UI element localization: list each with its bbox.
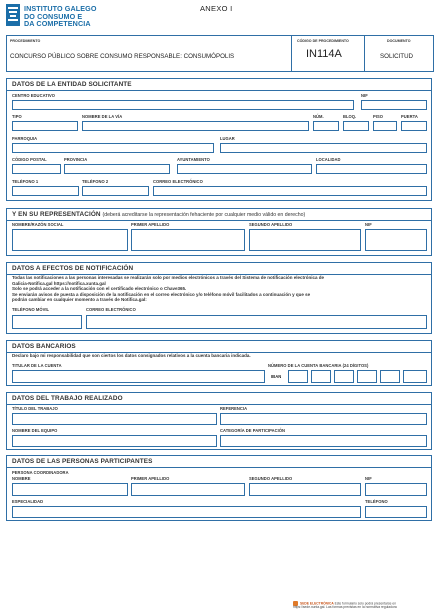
tipo-input[interactable] — [12, 121, 78, 131]
ayuntamiento-label: AYUNTAMIENTO — [177, 157, 210, 162]
entity-section — [6, 78, 432, 201]
rep-apellido1-label: PRIMER APELLIDO — [131, 222, 170, 227]
bank-declaration: Declaro bajo mi responsabilidad que son ciertos los datos consignados relativos a la cuenta bancaria indicada. — [12, 353, 251, 358]
representation-section-title — [12, 211, 305, 218]
iban-country-input[interactable] — [288, 370, 308, 383]
part-nif-label: NIF — [365, 476, 372, 481]
puerta-input[interactable] — [401, 121, 427, 131]
org-logo — [6, 4, 156, 30]
representation-note: (deberá acreditarse la representación fehaciente por cualquier medio válido en derecho) — [102, 212, 306, 218]
org-name-line-3: DA COMPETENCIA — [24, 19, 91, 29]
notification-section — [6, 262, 432, 334]
rep-nombre-input[interactable] — [12, 229, 128, 251]
procedure-label: PROCEDIMIENTO — [10, 39, 41, 43]
telefono2-input[interactable] — [82, 186, 149, 196]
part-telefono-label: TELÉFONO — [365, 499, 388, 504]
notification-text-4: Se enviarán avisos de puesta a disposición de la notificación en el correo electrónico y/o teléfono móvil facilitados a continuación y que se — [12, 291, 311, 297]
rep-nombre-label: NOMBRE/RAZÓN SOCIAL — [12, 222, 64, 227]
participants-section — [6, 455, 432, 521]
num-label: NÚM. — [313, 114, 324, 119]
notification-text-5: podrán cambiar en cualquier momento a través de Notifica.gal: — [12, 297, 147, 302]
centro-input[interactable] — [12, 100, 354, 110]
movil-input[interactable] — [12, 315, 82, 329]
part-apellido1-input[interactable] — [131, 483, 245, 496]
titulo-input[interactable] — [12, 413, 217, 425]
tipo-label: TIPO — [12, 114, 22, 119]
part-nif-input[interactable] — [365, 483, 427, 496]
notification-text-2: Galicia-Notifica.gal https://notifica.xunta.gal — [12, 280, 106, 286]
titulo-label: TÍTULO DEL TRABAJO — [12, 406, 58, 411]
iban-label: IBAN — [271, 374, 282, 379]
rep-apellido2-input[interactable] — [249, 229, 361, 251]
part-nombre-input[interactable] — [12, 483, 128, 496]
movil-label: TELÉFONO MÓVIL — [12, 307, 50, 312]
participants-section-title: DATOS DE LAS PERSONAS PARTICIPANTES — [12, 458, 153, 465]
part-apellido1-label: PRIMER APELLIDO — [131, 476, 170, 481]
lugar-label: LUGAR — [220, 136, 235, 141]
cp-label: CÓDIGO POSTAL — [12, 157, 47, 162]
equipo-input[interactable] — [12, 435, 217, 447]
referencia-input[interactable] — [220, 413, 427, 425]
num-input[interactable] — [313, 121, 339, 131]
telefono1-input[interactable] — [12, 186, 79, 196]
entity-nif-label: NIF — [361, 93, 368, 98]
piso-label: PISO — [373, 114, 383, 119]
via-input[interactable] — [82, 121, 309, 131]
notif-email-input[interactable] — [86, 315, 427, 329]
puerta-label: PUERTA — [401, 114, 418, 119]
localidad-input[interactable] — [316, 164, 427, 174]
procedure-name: CONCURSO PÚBLICO SOBRE CONSUMO RESPONSABLE: CONSUMÓPOLIS — [10, 53, 235, 60]
code-cell — [292, 36, 365, 71]
footer-line-2: https://sede.xunta.gal. Las formas previstas en la normativa reguladora — [293, 605, 397, 610]
iban-office-input[interactable] — [334, 370, 354, 383]
notif-email-label: CORREO ELECTRÓNICO — [86, 307, 136, 312]
lugar-input[interactable] — [220, 143, 427, 153]
cp-input[interactable] — [12, 164, 61, 174]
document-cell — [365, 36, 433, 71]
part-telefono-input[interactable] — [365, 506, 427, 518]
iban-account-2-input[interactable] — [403, 370, 427, 383]
entity-email-input[interactable] — [153, 186, 427, 196]
notification-text-1: Todas las notificaciones a las personas interesadas se realizarán solo por medios electrónicos a través del Sistema de notificación electrónica de — [12, 275, 325, 280]
entity-nif-input[interactable] — [361, 100, 427, 110]
titular-input[interactable] — [12, 370, 265, 383]
notification-section-title: DATOS A EFECTOS DE NOTIFICACIÓN — [12, 265, 134, 272]
entity-email-label: CORREO ELECTRÓNICO — [153, 179, 203, 184]
footer-note — [293, 601, 433, 610]
bank-section-title: DATOS BANCARIOS — [12, 343, 76, 350]
procedure-cell — [7, 36, 292, 71]
rep-nif-input[interactable] — [365, 229, 427, 251]
bloq-input[interactable] — [343, 121, 369, 131]
especialidad-label: ESPECIALIDAD — [12, 499, 44, 504]
entity-section-title: DATOS DE LA ENTIDAD SOLICITANTE — [12, 81, 132, 88]
provincia-input[interactable] — [64, 164, 170, 174]
equipo-label: NOMBRE DEL EQUIPO — [12, 428, 58, 433]
footer-line-1: Este formulario solo podrá presentarse en — [334, 601, 397, 606]
categoria-input[interactable] — [220, 435, 427, 447]
piso-input[interactable] — [373, 121, 397, 131]
work-section — [6, 392, 432, 450]
representation-title-text: Y EN SU REPRESENTACIÓN — [12, 211, 101, 218]
bloq-label: BLOQ. — [343, 114, 357, 119]
org-name-line-2: DO CONSUMO E — [24, 11, 83, 21]
categoria-label: CATEGORÍA DE PARTICIPACIÓN — [220, 428, 286, 433]
parroquia-input[interactable] — [12, 143, 214, 153]
notification-text-3: Solo se podrá acceder a la notificación con el certificado electrónico o Chave365. — [12, 286, 187, 291]
telefono1-label: TELÉFONO 1 — [12, 179, 39, 184]
referencia-label: REFERENCIA — [220, 406, 248, 411]
code-value: IN114A — [306, 48, 342, 60]
rep-nif-label: NIF — [365, 222, 372, 227]
galicia-shield-icon — [6, 4, 20, 26]
annex-label: ANEXO I — [200, 4, 233, 13]
telefono2-label: TELÉFONO 2 — [82, 179, 109, 184]
part-apellido2-label: SEGUNDO APELLIDO — [249, 476, 293, 481]
bank-section — [6, 340, 432, 386]
rep-apellido2-label: SEGUNDO APELLIDO — [249, 222, 293, 227]
document-label: DOCUMENTO — [387, 39, 411, 43]
especialidad-input[interactable] — [12, 506, 361, 518]
footer-brand: SEDE ELECTRÓNICA — [300, 601, 334, 606]
titular-label: TITULAR DE LA CUENTA — [12, 363, 62, 368]
part-apellido2-input[interactable] — [249, 483, 361, 496]
part-nombre-label: NOMBRE — [12, 476, 31, 481]
centro-label: CENTRO EDUCATIVO — [12, 93, 56, 98]
iban-entity-input[interactable] — [311, 370, 331, 383]
iban-dc-input[interactable] — [357, 370, 377, 383]
procedure-header — [6, 35, 434, 72]
document-value: SOLICITUD — [380, 53, 414, 60]
coordinadora-label: PERSONA COORDINADORA — [12, 470, 69, 475]
ayuntamiento-input[interactable] — [177, 164, 312, 174]
parroquia-label: PARROQUIA — [12, 136, 38, 141]
work-section-title: DATOS DEL TRABAJO REALIZADO — [12, 395, 123, 402]
iban-account-1-input[interactable] — [380, 370, 400, 383]
code-label: CÓDIGO DE PROCEDIMIENTO — [297, 39, 349, 43]
org-name-line-1: INSTITUTO GALEGO — [24, 4, 97, 13]
org-name — [24, 5, 97, 28]
account-number-label: NÚMERO DE LA CUENTA BANCARIA (24 DÍGITOS) — [268, 363, 369, 368]
provincia-label: PROVINCIA — [64, 157, 88, 162]
rep-apellido1-input[interactable] — [131, 229, 245, 251]
representation-section — [6, 208, 432, 256]
localidad-label: LOCALIDAD — [316, 157, 341, 162]
via-label: NOMBRE DE LA VÍA — [82, 114, 123, 119]
